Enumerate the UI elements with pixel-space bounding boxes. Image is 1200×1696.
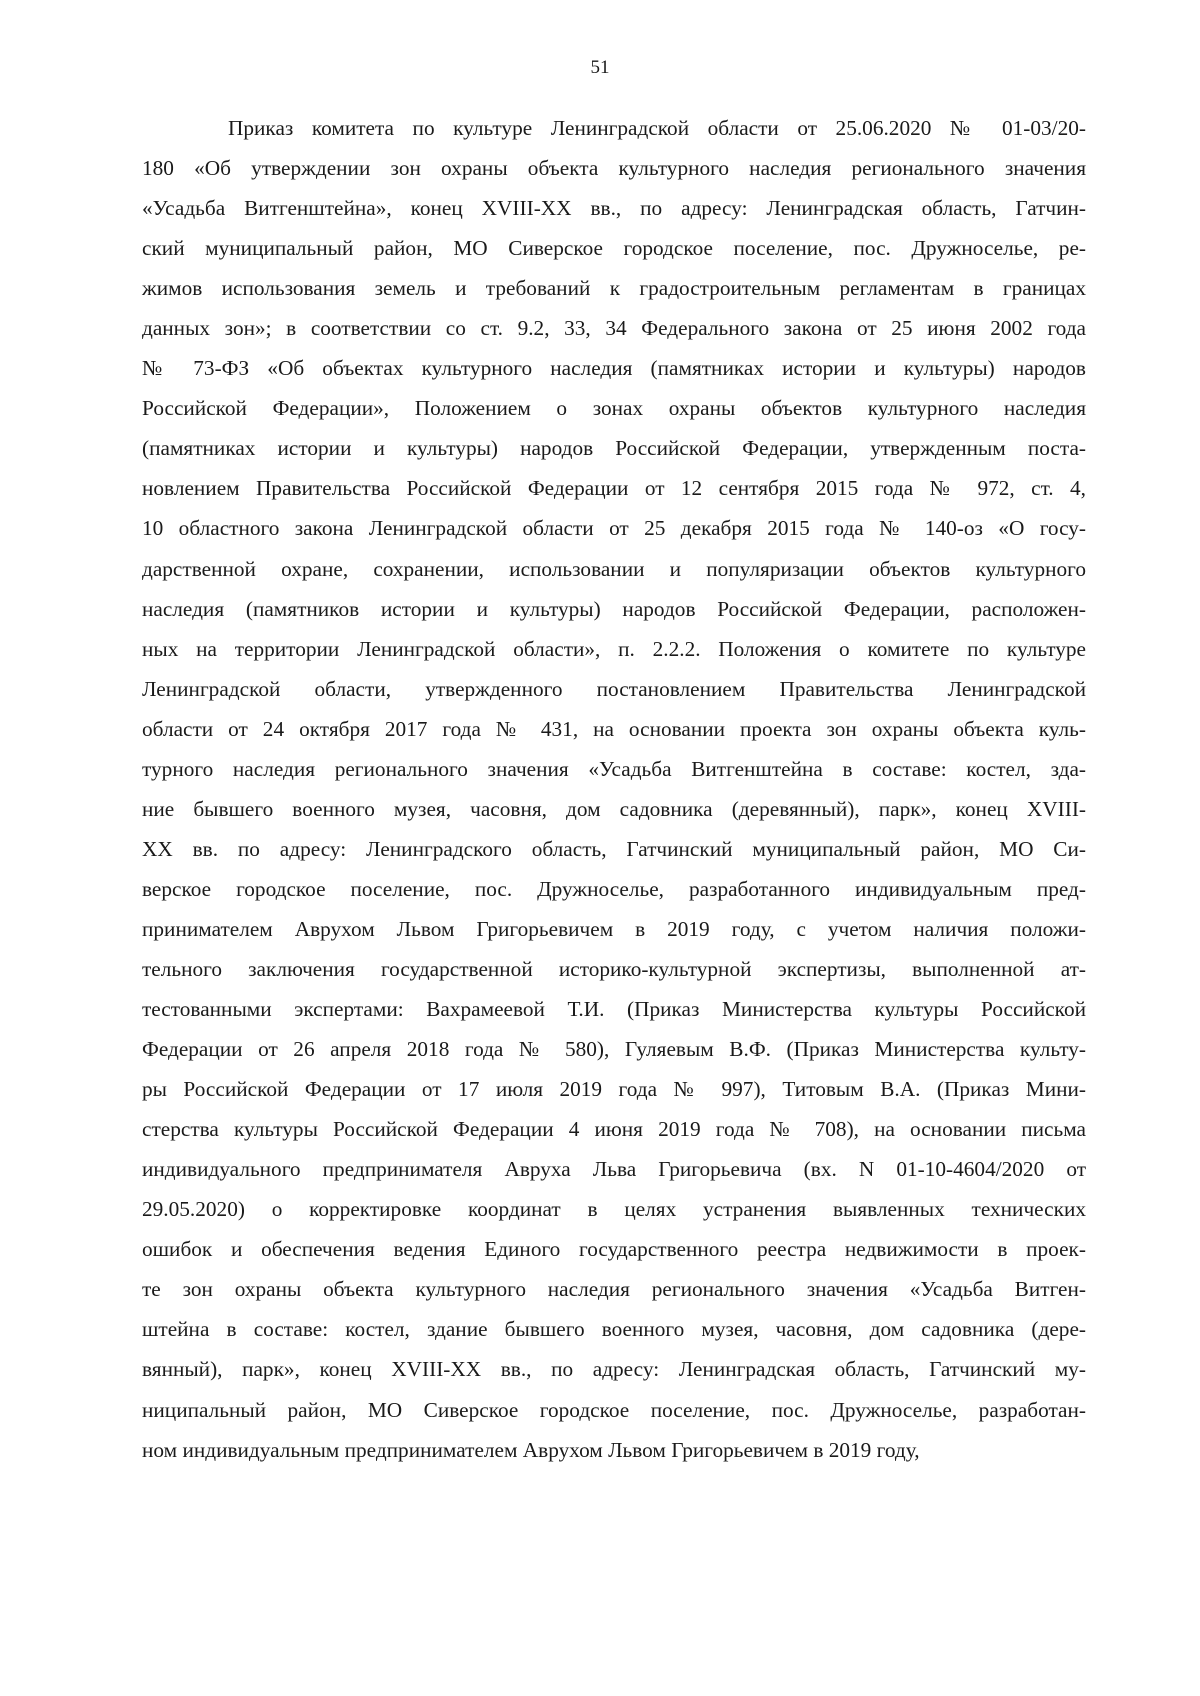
text-line: индивидуального предпринимателя Авруха Льва Григорьевича (вх. N 01-10-4604/2020 от — [142, 1157, 1086, 1182]
text-line: штейна в составе: костел, здание бывшего военного музея, часовня, дом садовника (дере- — [142, 1317, 1086, 1342]
text-line: «Усадьба Витгенштейна», конец XVIII-XX вв., по адресу: Ленинградская область, Гатчин- — [142, 196, 1086, 221]
text-line: ном индивидуальным предпринимателем Аврухом Львом Григорьевичем в 2019 году, — [142, 1437, 920, 1462]
text-line: турного наследия регионального значения «Усадьба Витгенштейна в составе: костел, зда- — [142, 756, 1086, 781]
text-line: ниципальный район, МО Сиверское городское поселение, пос. Дружноселье, разработан- — [142, 1397, 1086, 1422]
text-line: 180 «Об утверждении зон охраны объекта культурного наследия регионального значения — [142, 156, 1086, 181]
text-line: ние бывшего военного музея, часовня, дом садовника (деревянный), парк», конец XVIII- — [142, 796, 1086, 821]
text-line: XX вв. по адресу: Ленинградского область, Гатчинский муниципальный район, МО Си- — [142, 836, 1086, 861]
text-line: тестованными экспертами: Вахрамеевой Т.И. (Приказ Министерства культуры Российской — [142, 997, 1086, 1022]
text-line: 29.05.2020) о корректировке координат в целях устранения выявленных технических — [142, 1197, 1086, 1222]
page-number: 51 — [590, 57, 610, 78]
text-line: новлением Правительства Российской Федерации от 12 сентября 2015 года № 972, ст. 4, — [142, 476, 1086, 501]
text-line: дарственной охране, сохранении, использовании и популяризации объектов культурного — [142, 556, 1086, 581]
text-line: верское городское поселение, пос. Дружноселье, разработанного индивидуальным пред- — [142, 876, 1086, 901]
text-line: Приказ комитета по культуре Ленинградской области от 25.06.2020 № 01-03/20- — [228, 116, 1086, 140]
text-line: стерства культуры Российской Федерации 4 июня 2019 года № 708), на основании письма — [142, 1117, 1086, 1142]
text-line: наследия (памятников истории и культуры) народов Российской Федерации, расположен- — [142, 596, 1086, 621]
text-line: 10 областного закона Ленинградской области от 25 декабря 2015 года № 140-оз «О госу- — [142, 516, 1086, 541]
text-line: ры Российской Федерации от 17 июля 2019 года № 997), Титовым В.А. (Приказ Мини- — [142, 1077, 1086, 1102]
text-line: (памятниках истории и культуры) народов Российской Федерации, утвержденным поста- — [142, 436, 1086, 461]
text-line: жимов использования земель и требований к градостроительным регламентам в границах — [142, 276, 1086, 301]
text-line: ошибок и обеспечения ведения Единого государственного реестра недвижимости в проек- — [142, 1237, 1086, 1262]
text-line: Ленинградской области, утвержденного постановлением Правительства Ленинградской — [142, 676, 1086, 701]
text-line: Федерации от 26 апреля 2018 года № 580), Гуляевым В.Ф. (Приказ Министерства культу- — [142, 1037, 1086, 1062]
text-line: № 73-ФЗ «Об объектах культурного наследия (памятниках истории и культуры) народов — [142, 356, 1086, 381]
text-line: области от 24 октября 2017 года № 431, на основании проекта зон охраны объекта куль- — [142, 716, 1086, 741]
text-line: те зон охраны объекта культурного наследия регионального значения «Усадьба Витген- — [142, 1277, 1086, 1302]
text-line: ский муниципальный район, МО Сиверское городское поселение, пос. Дружноселье, ре- — [142, 236, 1086, 261]
text-line: вянный), парк», конец XVIII-XX вв., по адресу: Ленинградская область, Гатчинский му- — [142, 1357, 1086, 1382]
text-line: Российской Федерации», Положением о зонах охраны объектов культурного наследия — [142, 396, 1086, 421]
body-paragraph — [142, 108, 1086, 1470]
text-line: принимателем Аврухом Львом Григорьевичем в 2019 году, с учетом наличия положи- — [142, 916, 1086, 941]
text-line: ных на территории Ленинградской области», п. 2.2.2. Положения о комитете по культуре — [142, 636, 1086, 661]
text-line: тельного заключения государственной историко-культурной экспертизы, выполненной ат- — [142, 956, 1086, 981]
text-line: данных зон»; в соответствии со ст. 9.2, 33, 34 Федерального закона от 25 июня 2002 года — [142, 316, 1086, 341]
